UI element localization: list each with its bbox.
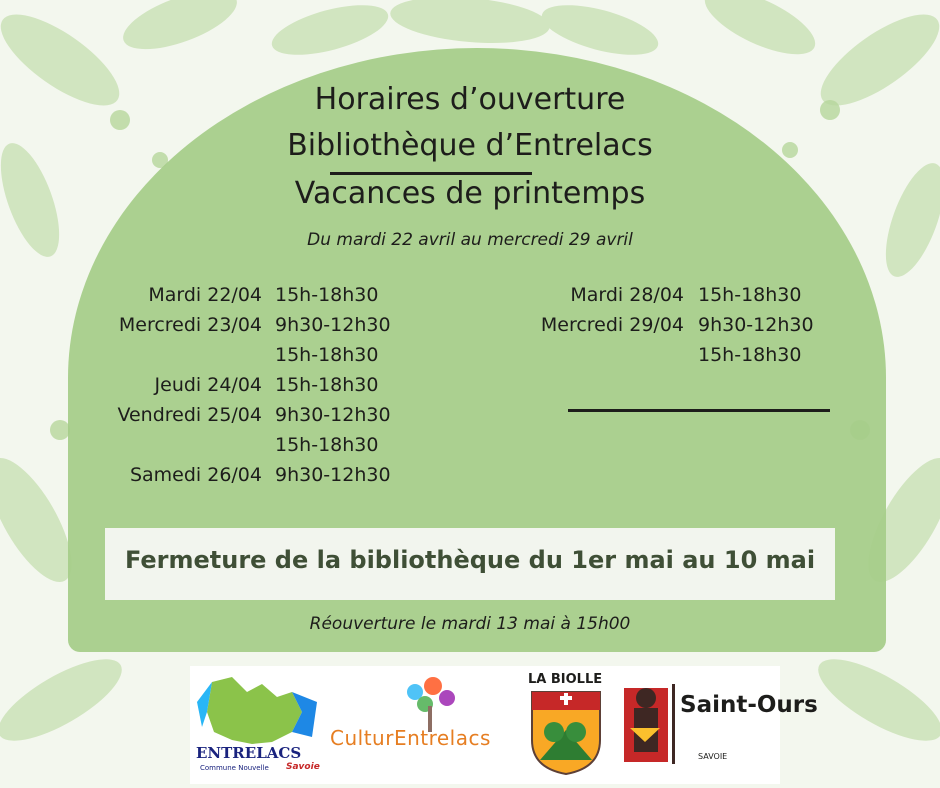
schedule-day: Mercredi 23/04 (118, 314, 262, 336)
schedule-hours: 15h-18h30 (698, 344, 802, 366)
culture-logo-text: CulturEntrelacs (330, 726, 491, 750)
schedule-hours: 15h-18h30 (698, 284, 802, 306)
schedule-row (0, 460, 940, 490)
schedule-row (0, 430, 940, 460)
schedule-hours: 9h30-12h30 (275, 404, 391, 426)
entrelacs-logo-sub2: Savoie (286, 762, 320, 772)
schedule-hours: 15h-18h30 (275, 434, 379, 456)
schedule-hours: 9h30-12h30 (275, 464, 391, 486)
schedule-row (0, 340, 940, 370)
schedule-day: Mardi 22/04 (148, 284, 262, 306)
schedule-divider (568, 409, 830, 412)
title-line-3: Vacances de printemps (294, 176, 646, 211)
culture-tree-logo (395, 672, 465, 732)
schedule-hours: 15h-18h30 (275, 374, 379, 396)
schedule-hours: 15h-18h30 (275, 284, 379, 306)
reopening-note: Réouverture le mardi 13 mai à 15h00 (309, 614, 631, 634)
schedule-row (0, 400, 940, 430)
schedule-hours: 15h-18h30 (275, 344, 379, 366)
closure-banner (105, 528, 835, 600)
labiolle-shield-icon (530, 690, 602, 776)
schedule-day: Mardi 28/04 (570, 284, 684, 306)
title-line-2: Bibliothèque d’Entrelacs (287, 128, 653, 163)
schedule-day: Mercredi 29/04 (540, 314, 684, 336)
labiolle-logo-text: LA BIOLLE (528, 672, 603, 687)
schedule-day: Jeudi 24/04 (154, 374, 262, 396)
entrelacs-logo-text: ENTRELACS (196, 744, 302, 762)
schedule-day: Vendredi 25/04 (117, 404, 262, 426)
entrelacs-logo-sub1: Commune Nouvelle (200, 764, 269, 772)
schedule-row (0, 280, 940, 310)
date-range: Du mardi 22 avril au mercredi 29 avril (307, 230, 633, 250)
schedule-day: Samedi 26/04 (129, 464, 262, 486)
logos-strip (190, 666, 818, 784)
saintours-bear-icon (620, 678, 680, 768)
schedule-hours: 9h30-12h30 (275, 314, 391, 336)
saintours-logo-sub: SAVOIE (698, 752, 728, 761)
schedule-right (0, 280, 940, 380)
schedule-hours: 9h30-12h30 (698, 314, 814, 336)
saintours-logo-text: Saint-Ours (680, 692, 818, 718)
closure-text: Fermeture de la bibliothèque du 1er mai au 10 mai (124, 546, 816, 574)
title-line-1: Horaires d’ouverture (314, 82, 626, 117)
schedule-row (0, 310, 940, 340)
